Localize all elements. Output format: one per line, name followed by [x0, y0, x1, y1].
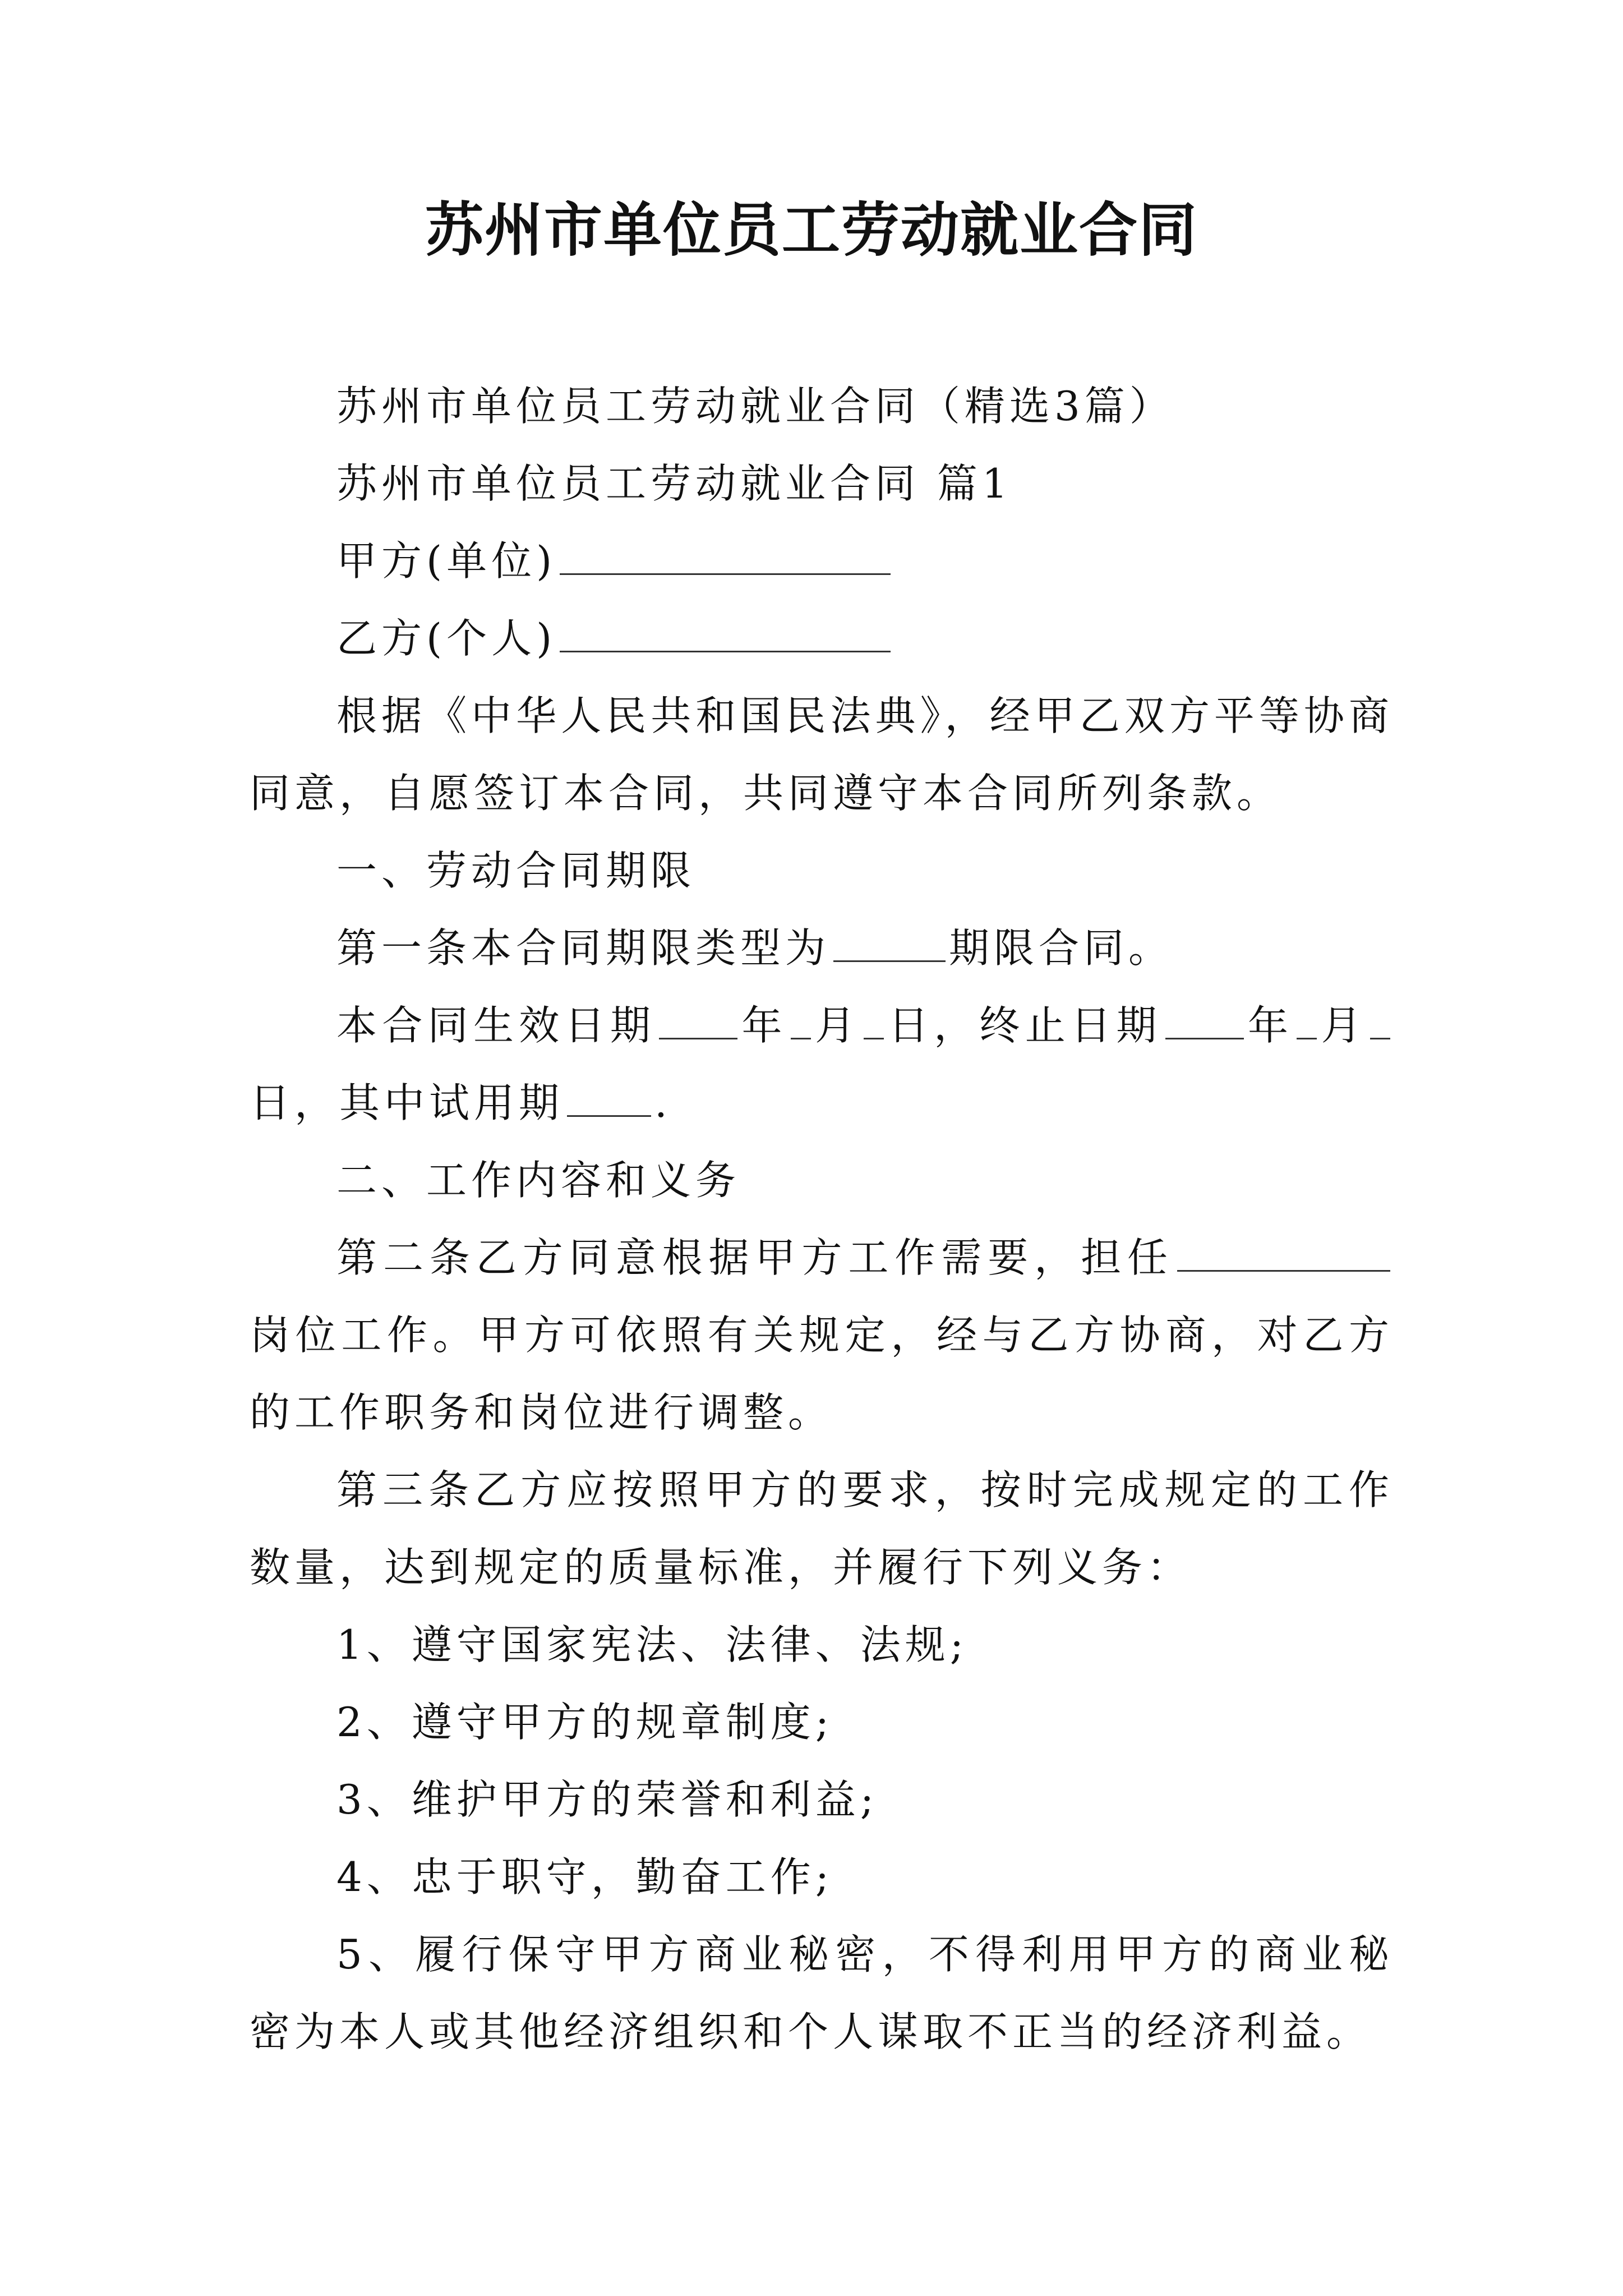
end-day-blank [1370, 1001, 1390, 1039]
contract-term [250, 987, 1394, 1142]
year-label: 年 [741, 1002, 787, 1049]
year-label-2: 年 [1247, 1002, 1294, 1049]
chapter-1-heading: 一、劳动合同期限 [336, 847, 696, 894]
section-heading: 苏州市单位员工劳动就业合同 篇1 [336, 460, 1012, 507]
party-b-label: 乙方(个人) [336, 615, 557, 662]
article-2 [250, 1219, 1394, 1451]
article-2-text: 第二条乙方同意根据甲方工作需要，担任 [336, 1234, 1174, 1281]
party-b-line [250, 600, 1394, 677]
duty-item: 5、履行保守甲方商业秘密，不得利用甲方的商业秘密为本人或其他经济组织和个人谋取不正当的经济利益。 [250, 1931, 1394, 2055]
subtitle: 苏州市单位员工劳动就业合同（精选3篇） [336, 383, 1174, 430]
duty-item: 4、忠于职守，勤奋工作; [336, 1853, 834, 1901]
article-1-suffix: 期限合同。 [949, 924, 1174, 972]
end-date-label: 日，终止日期 [887, 1002, 1162, 1049]
post-blank [1177, 1234, 1390, 1272]
trial-period-label: 其中试用期 [339, 1079, 564, 1126]
party-a-label: 甲方(单位) [336, 537, 557, 585]
effective-day-blank [864, 1001, 884, 1039]
article-1-text: 第一条本合同期限类型为 [336, 924, 831, 972]
preamble: 根据《中华人民共和国民法典》，经甲乙双方平等协商同意，自愿签订本合同，共同遵守本合同所列条款。 [250, 692, 1394, 817]
chapter-2-heading: 二、工作内容和义务 [336, 1157, 741, 1204]
month-label: 月 [814, 1002, 861, 1049]
day-label: 日， [250, 1079, 340, 1126]
period-mark: . [654, 1079, 672, 1126]
trial-period-blank [567, 1079, 651, 1117]
article-1 [250, 909, 1394, 987]
document-title: 苏州市单位员工劳动就业合同 [425, 195, 1198, 264]
party-a-line [250, 522, 1394, 600]
document-body [250, 367, 1394, 2070]
effective-month-blank [791, 1001, 811, 1039]
duty-item: 1、遵守国家宪法、法律、法规; [336, 1621, 969, 1668]
effective-year-blank [659, 1001, 737, 1039]
duty-item: 3、维护甲方的荣誉和利益; [336, 1776, 879, 1823]
month-label-2: 月 [1320, 1002, 1367, 1049]
end-year-blank [1165, 1001, 1244, 1039]
end-month-blank [1297, 1001, 1317, 1039]
party-a-blank [560, 537, 891, 575]
effective-date-label: 本合同生效日期 [336, 1002, 656, 1049]
duty-item: 2、遵守甲方的规章制度; [336, 1699, 834, 1746]
article-3: 第三条乙方应按照甲方的要求，按时完成规定的工作数量，达到规定的质量标准，并履行下列义务： [250, 1466, 1394, 1591]
contract-type-blank [833, 924, 946, 962]
article-2-suffix: 岗位工作。甲方可依照有关规定，经与乙方协商，对乙方的工作职务和岗位进行调整。 [250, 1312, 1394, 1436]
party-b-blank [560, 614, 891, 652]
